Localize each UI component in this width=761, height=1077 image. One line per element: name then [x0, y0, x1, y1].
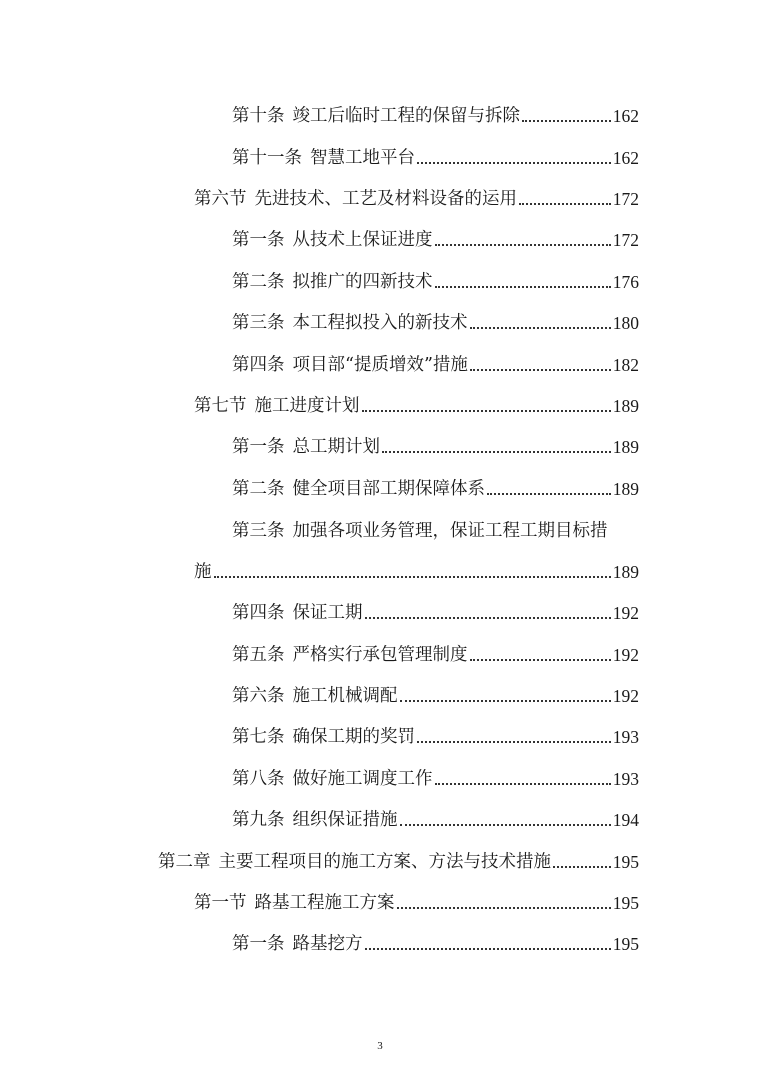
- toc-entry-number: 第一条: [232, 934, 285, 954]
- toc-entry-title: 施工进度计划: [254, 396, 360, 416]
- dot-leader: [417, 161, 611, 164]
- dot-leader: [214, 575, 611, 578]
- dot-leader: [365, 947, 611, 950]
- toc-entry[interactable]: [232, 511, 639, 541]
- toc-entry-page: 172: [612, 189, 639, 209]
- toc-entry[interactable]: [232, 635, 639, 665]
- toc-entry[interactable]: [194, 883, 639, 913]
- dot-leader: [435, 285, 611, 288]
- toc-entry-number: 第三条: [232, 521, 285, 541]
- toc-entry-title: 施工机械调配: [292, 686, 398, 706]
- toc-entry-title: 路基挖方: [292, 934, 363, 954]
- toc-entry-title: 健全项目部工期保障体系: [292, 479, 485, 499]
- toc-entry-page: 189: [612, 562, 639, 582]
- toc-entry[interactable]: [232, 138, 639, 168]
- toc-entry-title: 先进技术、工艺及材料设备的运用: [254, 189, 517, 209]
- toc-entry-number: 第一条: [232, 230, 285, 250]
- toc-entry-title: 保证工期: [292, 603, 363, 623]
- toc-entry[interactable]: [232, 593, 639, 623]
- dot-leader: [435, 243, 611, 246]
- dot-leader: [522, 119, 611, 122]
- toc-entry-page: 162: [612, 106, 639, 126]
- toc-entry-number: 第七条: [232, 727, 285, 747]
- dot-leader: [382, 450, 611, 453]
- toc-entry-title: 本工程拟投入的新技术: [292, 313, 468, 333]
- toc-entry-page: 193: [612, 769, 639, 789]
- toc-entry-title: 严格实行承包管理制度: [292, 645, 468, 665]
- toc-entry-page: 189: [612, 437, 639, 457]
- toc-entry-title: 施: [194, 562, 212, 582]
- toc-entry-page: 192: [612, 686, 639, 706]
- toc-entry-number: 第六节: [194, 189, 247, 209]
- toc-entry-number: 第三条: [232, 313, 285, 333]
- dot-leader: [400, 699, 611, 702]
- toc-entry[interactable]: [232, 676, 639, 706]
- toc-entry-page: 182: [612, 355, 639, 375]
- toc-entry-title: 项目部“提质增效”措施: [292, 355, 468, 375]
- toc-entry-number: 第一条: [232, 437, 285, 457]
- dot-leader: [470, 368, 611, 371]
- toc-entry[interactable]: [194, 179, 639, 209]
- toc-entry-continuation[interactable]: [194, 552, 639, 582]
- toc-entry-number: 第五条: [232, 645, 285, 665]
- toc-entry[interactable]: [232, 759, 639, 789]
- toc-entry[interactable]: [158, 842, 639, 872]
- toc-entry[interactable]: [232, 800, 639, 830]
- toc-entry-page: 189: [612, 479, 639, 499]
- toc-entry[interactable]: [232, 262, 639, 292]
- toc-entry-number: 第八条: [232, 769, 285, 789]
- toc-entry-page: 195: [612, 893, 639, 913]
- dot-leader: [519, 202, 611, 205]
- toc-entry-number: 第二条: [232, 479, 285, 499]
- dot-leader: [487, 492, 611, 495]
- toc-entry-page: 172: [612, 230, 639, 250]
- page-number: 3: [377, 1040, 383, 1052]
- toc-entry-number: 第一节: [194, 893, 247, 913]
- toc-entry-title: 竣工后临时工程的保留与拆除: [292, 106, 520, 126]
- dot-leader: [417, 740, 611, 743]
- toc-entry-page: 194: [612, 810, 639, 830]
- toc-entry[interactable]: [194, 386, 639, 416]
- toc-entry-page: 180: [612, 313, 639, 333]
- toc-entry-title: 拟推广的四新技术: [292, 272, 433, 292]
- toc-entry-title: 组织保证措施: [292, 810, 398, 830]
- toc-entry-number: 第四条: [232, 355, 285, 375]
- toc-entry-title: 主要工程项目的施工方案、方法与技术措施: [218, 852, 551, 872]
- toc-entry-page: 176: [612, 272, 639, 292]
- toc-entry-number: 第九条: [232, 810, 285, 830]
- toc-entry-title: 智慧工地平台: [310, 148, 415, 168]
- toc-entry-number: 第四条: [232, 603, 285, 623]
- toc-entry[interactable]: [232, 345, 639, 375]
- toc-entry-number: 第二章: [158, 852, 211, 872]
- dot-leader: [435, 782, 611, 785]
- toc-entry-title: 做好施工调度工作: [292, 769, 433, 789]
- toc-entry-title: 总工期计划: [292, 437, 380, 457]
- toc-entry-page: 193: [612, 727, 639, 747]
- toc-entry-page: 189: [612, 396, 639, 416]
- toc-entry-title: 确保工期的奖罚: [292, 727, 415, 747]
- toc-entry[interactable]: [232, 717, 639, 747]
- toc-entry[interactable]: [232, 469, 639, 499]
- dot-leader: [470, 658, 611, 661]
- toc-entry[interactable]: [232, 96, 639, 126]
- dot-leader: [470, 326, 611, 329]
- toc-entry-page: 192: [612, 603, 639, 623]
- toc-entry[interactable]: [232, 303, 639, 333]
- toc-entry-number: 第六条: [232, 686, 285, 706]
- dot-leader: [362, 409, 611, 412]
- toc-entry-page: 162: [612, 148, 639, 168]
- toc-entry-number: 第二条: [232, 272, 285, 292]
- toc-entry-number: 第七节: [194, 396, 247, 416]
- toc-entry[interactable]: [232, 220, 639, 250]
- dot-leader: [397, 906, 611, 909]
- toc-entry-number: 第十条: [232, 106, 285, 126]
- toc-entry-title: 路基工程施工方案: [254, 893, 395, 913]
- toc-entry[interactable]: [232, 427, 639, 457]
- toc-entry[interactable]: [232, 924, 639, 954]
- toc-entry-page: 195: [612, 852, 639, 872]
- toc-entry-title: 从技术上保证进度: [292, 230, 433, 250]
- dot-leader: [553, 865, 611, 868]
- toc-entry-page: 195: [612, 934, 639, 954]
- dot-leader: [365, 616, 611, 619]
- toc-entry-page: 192: [612, 645, 639, 665]
- dot-leader: [400, 823, 611, 826]
- toc-entry-title: 加强各项业务管理，保证工程工期目标措: [292, 521, 608, 541]
- toc-entry-number: 第十一条: [232, 148, 302, 168]
